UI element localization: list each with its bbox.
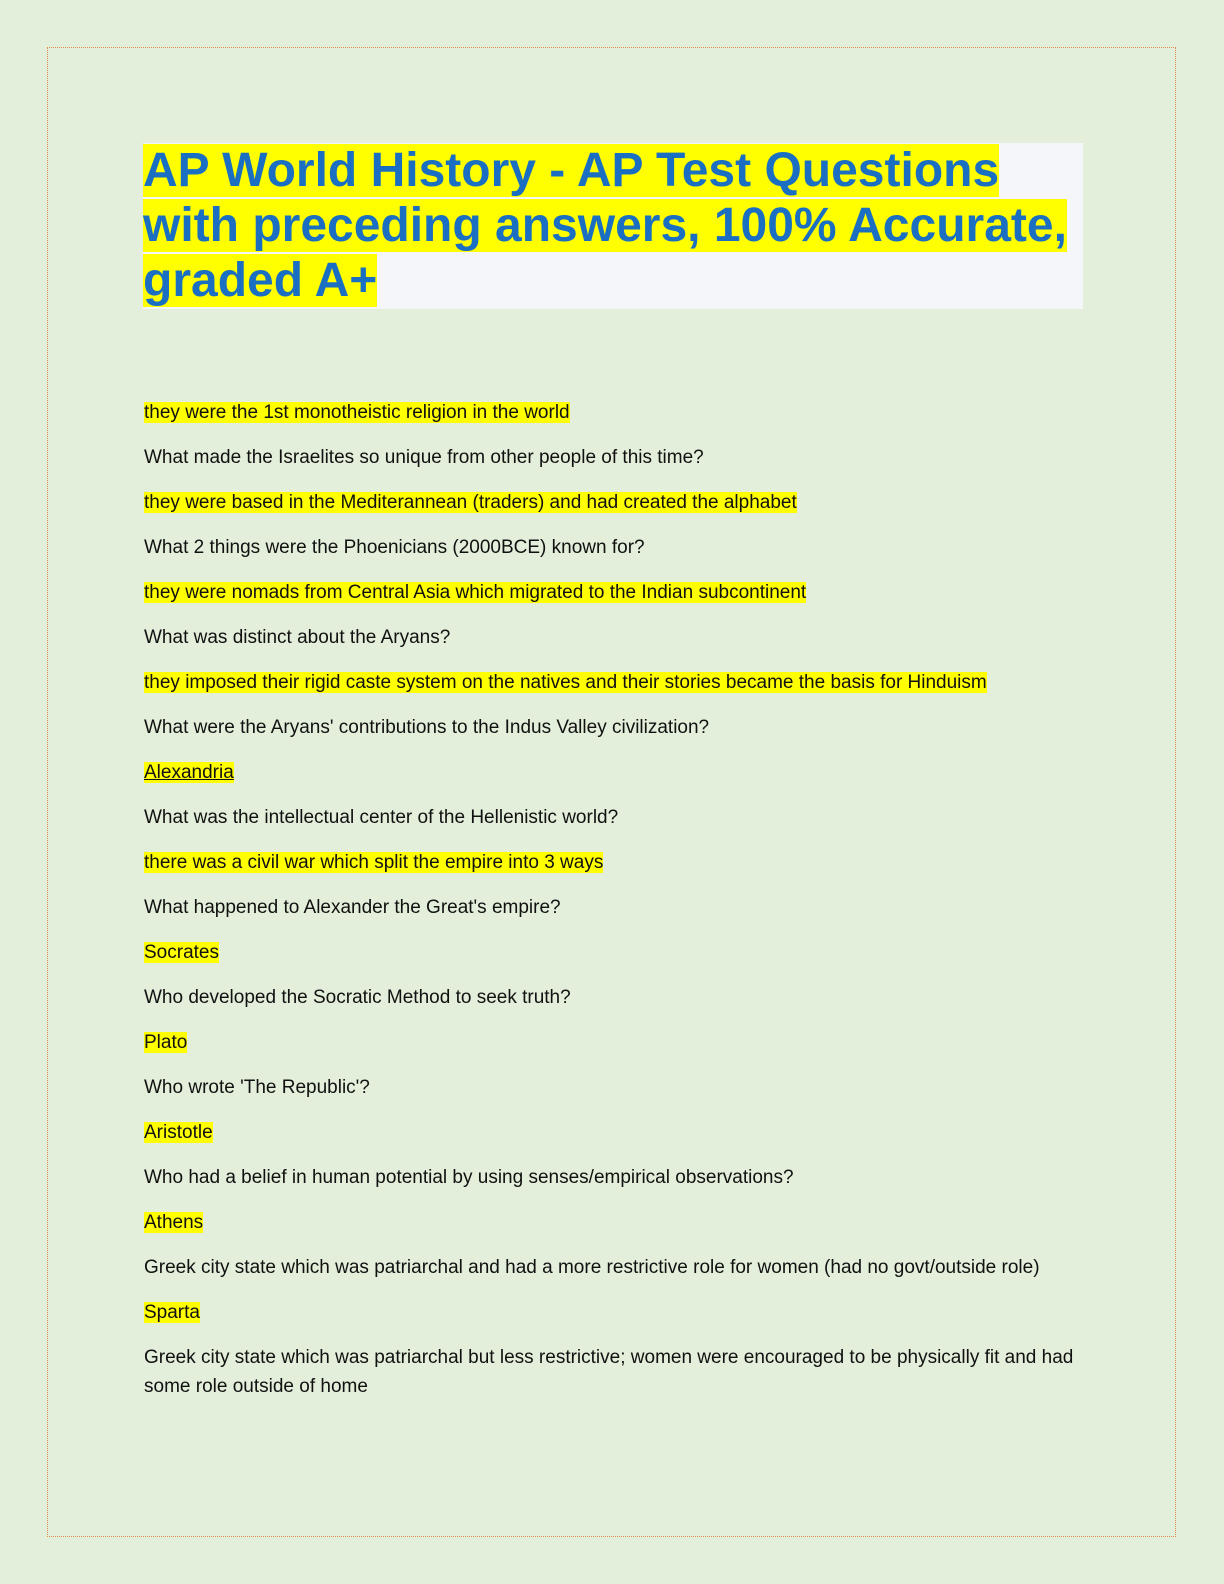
answer-text: Sparta [144,1302,200,1323]
answer-text: Athens [144,1212,204,1233]
answer-line [144,938,1074,967]
qa-list [144,398,1074,1417]
answer-line [144,668,1074,697]
question-line: Who had a belief in human potential by using senses/empirical observations? [144,1167,794,1188]
answer-text: they were based in the Mediterannean (traders) and had created the alphabet [144,492,797,513]
question-line: What was the intellectual center of the Hellenistic world? [144,807,619,828]
document-title-text: AP World History - AP Test Questions with preceding answers, 100% Accurate, graded A+ [143,144,1067,307]
question-line: What happened to Alexander the Great's empire? [144,897,561,918]
answer-line [144,758,1074,787]
answer-text: Alexandria [144,762,234,783]
question-line: Who developed the Socratic Method to seek truth? [144,987,571,1008]
answer-text: they were the 1st monotheistic religion in the world [144,402,570,423]
answer-text: Aristotle [144,1122,213,1143]
answer-text: there was a civil war which split the empire into 3 ways [144,852,604,873]
title-box [143,143,1083,309]
question-line: Greek city state which was patriarchal and had a more restrictive role for women (had no govt/outside role) [144,1257,1040,1278]
answer-line [144,848,1074,877]
answer-line [144,578,1074,607]
answer-line [144,1118,1074,1147]
answer-text: they imposed their rigid caste system on the natives and their stories became the basis for Hinduism [144,672,987,693]
answer-text: Plato [144,1032,188,1053]
question-line: What were the Aryans' contributions to the Indus Valley civilization? [144,717,710,738]
question-line: What 2 things were the Phoenicians (2000BCE) known for? [144,537,645,558]
answer-line [144,1028,1074,1057]
answer-line [144,1298,1074,1327]
answer-line [144,398,1074,427]
document-title [143,143,1083,308]
answer-text: they were nomads from Central Asia which migrated to the Indian subcontinent [144,582,807,603]
answer-line [144,488,1074,517]
question-line: Greek city state which was patriarchal but less restrictive; women were encouraged to be physically fit and had some role outside of home [144,1347,1074,1397]
answer-line [144,1208,1074,1237]
question-line: What made the Israelites so unique from other people of this time? [144,447,704,468]
question-line: Who wrote 'The Republic'? [144,1077,370,1098]
answer-text: Socrates [144,942,219,963]
question-line: What was distinct about the Aryans? [144,627,451,648]
